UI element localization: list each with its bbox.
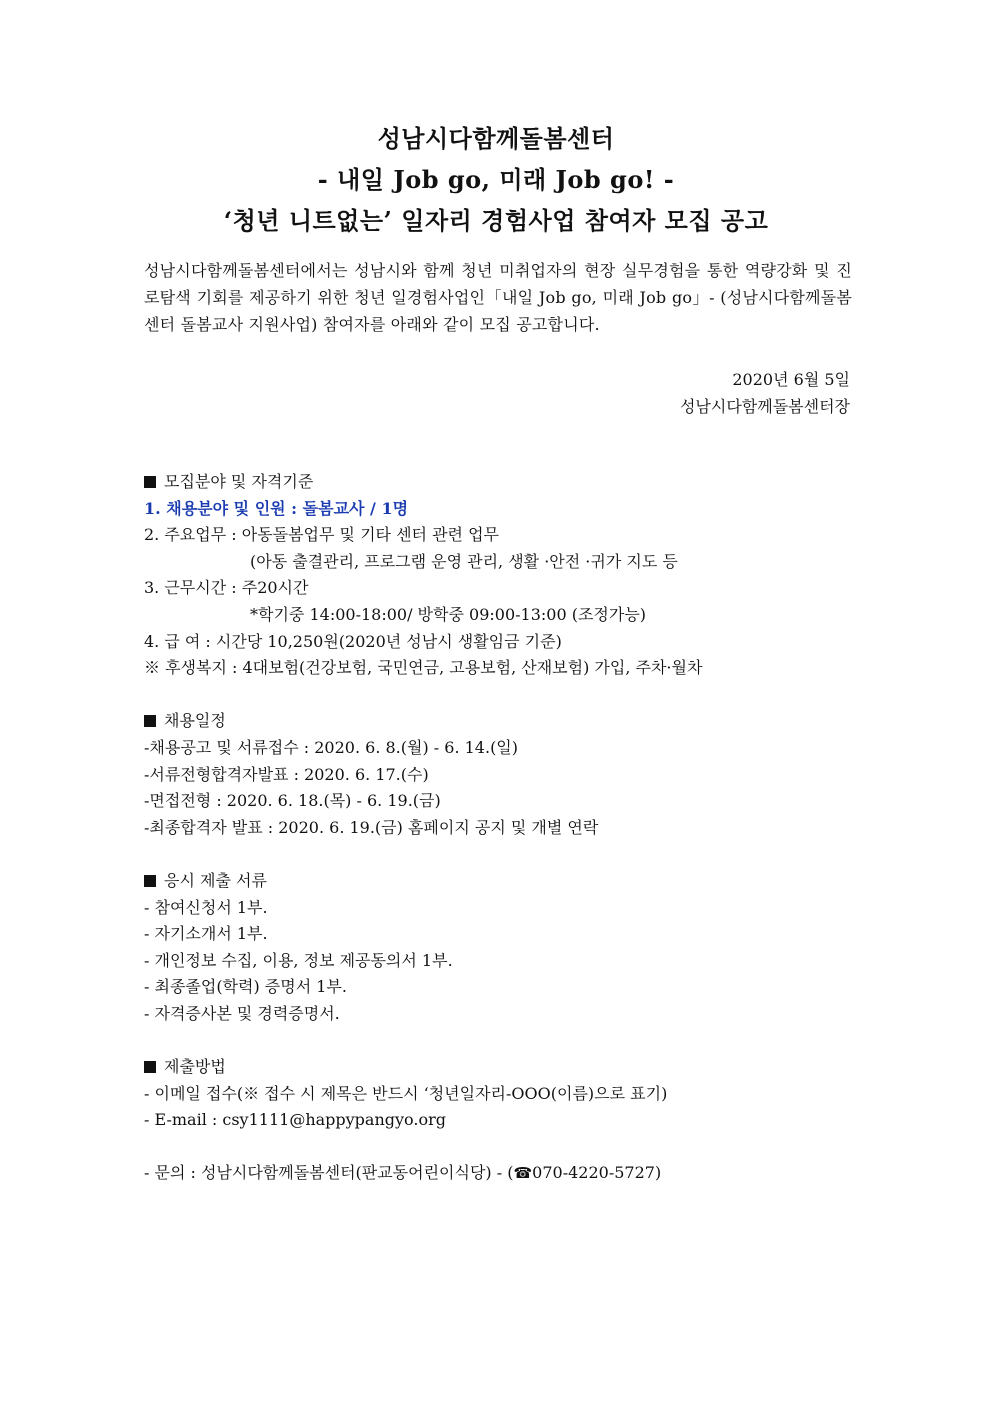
section-heading-recruitment: 모집분야 및 자격기준: [144, 469, 864, 496]
document-item: - 최종졸업(학력) 증명서 1부.: [144, 977, 347, 997]
submission-item: - 이메일 접수(※ 접수 시 제목은 반드시 ‘청년일자리-OOO(이름)으로 표기): [144, 1083, 668, 1103]
notice-date: 2020년 6월 5일: [732, 370, 850, 389]
document-item: - 자기소개서 1부.: [144, 924, 268, 944]
square-bullet-icon: [144, 476, 156, 488]
section-heading-schedule: 채용일정: [144, 708, 864, 735]
contact-phone: 070-4220-5727: [532, 1163, 655, 1183]
work-hours: 3. 근무시간 : 주20시간: [144, 578, 309, 598]
schedule-item: -면접전형 : 2020. 6. 18.(목) - 6. 19.(금): [144, 791, 441, 811]
work-hours-detail: *학기중 14:00-18:00/ 방학중 09:00-13:00 (조정가능): [250, 604, 647, 624]
title-slogan: - 내일 Job go, 미래 Job go! -: [317, 165, 675, 194]
recruitment-field: 1. 채용분야 및 인원 : 돌봄교사 / 1명: [144, 498, 409, 518]
title-organization: 성남시다함께돌봄센터: [377, 124, 615, 153]
submission-email: - E-mail : csy1111@happypangyo.org: [144, 1110, 447, 1130]
phone-icon: ☎: [513, 1164, 533, 1183]
document-item: - 자격증사본 및 경력증명서.: [144, 1003, 340, 1023]
document-item: - 개인정보 수집, 이용, 정보 제공동의서 1부.: [144, 950, 453, 970]
main-duties: 2. 주요업무 : 아동돌봄업무 및 기타 센터 관련 업무: [144, 525, 500, 545]
square-bullet-icon: [144, 715, 156, 727]
schedule-item: -최종합격자 발표 : 2020. 6. 19.(금) 홈페이지 공지 및 개별 연락: [144, 817, 599, 837]
title-block: [0, 118, 992, 241]
square-bullet-icon: [144, 875, 156, 887]
main-duties-detail: (아동 출결관리, 프로그램 운영 관리, 생활 ·안전 ·귀가 지도 등: [250, 551, 678, 571]
notice-body: [144, 469, 864, 1187]
contact-line: - 문의 : 성남시다함께돌봄센터(판교동어린이식당) - (☎070-4220-5727): [144, 1163, 662, 1183]
notice-issuer: 성남시다함께돌봄센터장: [679, 397, 850, 416]
schedule-item: -서류전형합격자발표 : 2020. 6. 17.(수): [144, 764, 429, 784]
intro-paragraph: 성남시다함께돌봄센터에서는 성남시와 함께 청년 미취업자의 현장 실무경험을 통한 역량강화 및 진로탐색 기회를 제공하기 위한 청년 일경험사업인「내일 Job go, 미래 Job go」- (성남시다함께돌봄센터 돌봄교사 지원사업) 참여자를 아래와 같이 모집 공고합니다.: [144, 261, 852, 334]
welfare: ※ 후생복지 : 4대보험(건강보험, 국민연금, 고용보험, 산재보험) 가입, 주차·월차: [144, 658, 703, 678]
title-announcement: ‘청년 니트없는’ 일자리 경험사업 참여자 모집 공고: [223, 206, 769, 235]
document-item: - 참여신청서 1부.: [144, 897, 268, 917]
notice-signature: [680, 366, 850, 420]
square-bullet-icon: [144, 1061, 156, 1073]
section-heading-submission: 제출방법: [144, 1054, 864, 1081]
salary: 4. 급 여 : 시간당 10,250원(2020년 성남시 생활임금 기준): [144, 631, 562, 651]
schedule-item: -채용공고 및 서류접수 : 2020. 6. 8.(월) - 6. 14.(일): [144, 737, 519, 757]
section-heading-documents: 응시 제출 서류: [144, 868, 864, 895]
